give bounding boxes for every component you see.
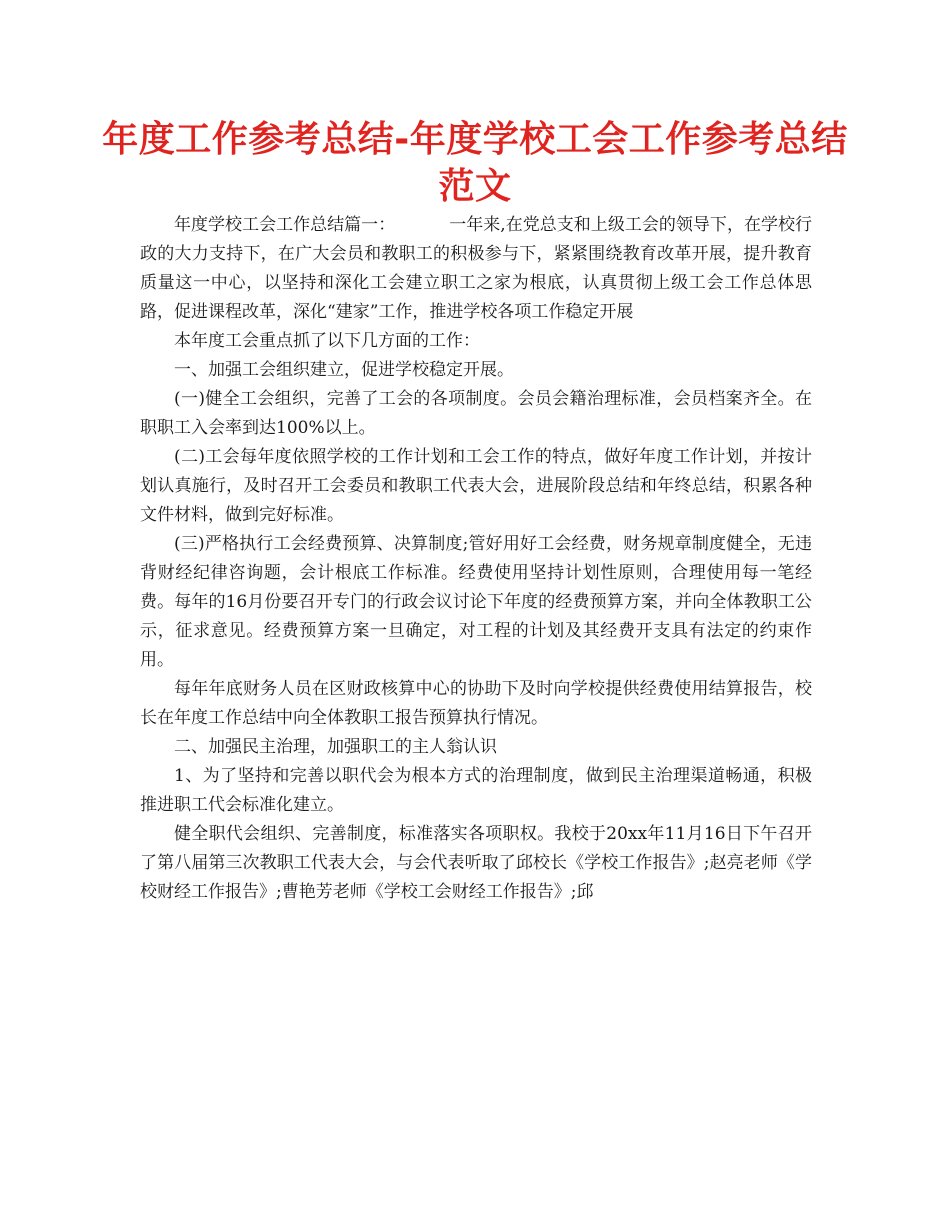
paragraph: 1、为了坚持和完善以职代会为根本方式的治理制度，做到民主治理渠道畅通，积极推进职工代会标准化建立。 (140, 766, 812, 815)
intro-label: 年度学校工会工作总结篇一： (174, 215, 396, 235)
paragraph: 健全职代会组织、完善制度，标准落实各项职权。我校于20xx年11月16日下午召开了第八届第三次教职工代表大会，与会代表听取了邱校长《学校工作报告》;赵亮老师《学校财经工作报告》;曹艳芳老师《学校工会财经工作报告》;邱 (140, 824, 812, 902)
paragraph: (二)工会每年度依照学校的工作计划和工会工作的特点，做好年度工作计划，并按计划认真施行，及时召开工会委员和教职工代表大会，进展阶段总结和年终总结，积累各种文件材料，做到完好标准。 (140, 447, 812, 525)
paragraph: (一)健全工会组织，完善了工会的各项制度。会员会籍治理标准，会员档案齐全。在职职工入会率到达100%以上。 (140, 389, 812, 438)
intro-text: 一年来,在党总支和上级工会的领导下，在学校行政的大力支持下，在广大会员和教职工的积极参与下，紧紧围绕教育改革开展，提升教育质量这一中心，以坚持和深化工会建立职工之家为根底，认真贯彻上级工会工作总体思路，促进课程改革，深化“建家”工作，推进学校各项工作稳定开展 (140, 215, 813, 322)
document-title: 年度工作参考总结-年度学校工会工作参考总结范文 (102, 119, 848, 207)
paragraph: 每年年底财务人员在区财政核算中心的协助下及时向学校提供经费使用结算报告，校长在年度工作总结中向全体教职工报告预算执行情况。 (140, 679, 812, 728)
paragraph: (三)严格执行工会经费预算、决算制度;管好用好工会经费，财务规章制度健全，无违背财经纪律咨询题，会计根底工作标准。经费使用坚持计划性原则，合理使用每一笔经费。每年的16月份要召开专门的行政会议讨论下年度的经费预算方案，并向全体教职工公示，征求意见。经费预算方案一旦确定，对工程的计划及其经费开支具有法定的约束作用。 (140, 534, 812, 670)
document-body (140, 211, 812, 907)
paragraph-intro (140, 211, 812, 327)
section-heading: 一、加强工会组织建立，促进学校稳定开展。 (174, 360, 514, 380)
paragraph: 本年度工会重点抓了以下几方面的工作： (174, 331, 480, 351)
section-heading: 二、加强民主治理，加强职工的主人翁认识 (174, 737, 497, 757)
